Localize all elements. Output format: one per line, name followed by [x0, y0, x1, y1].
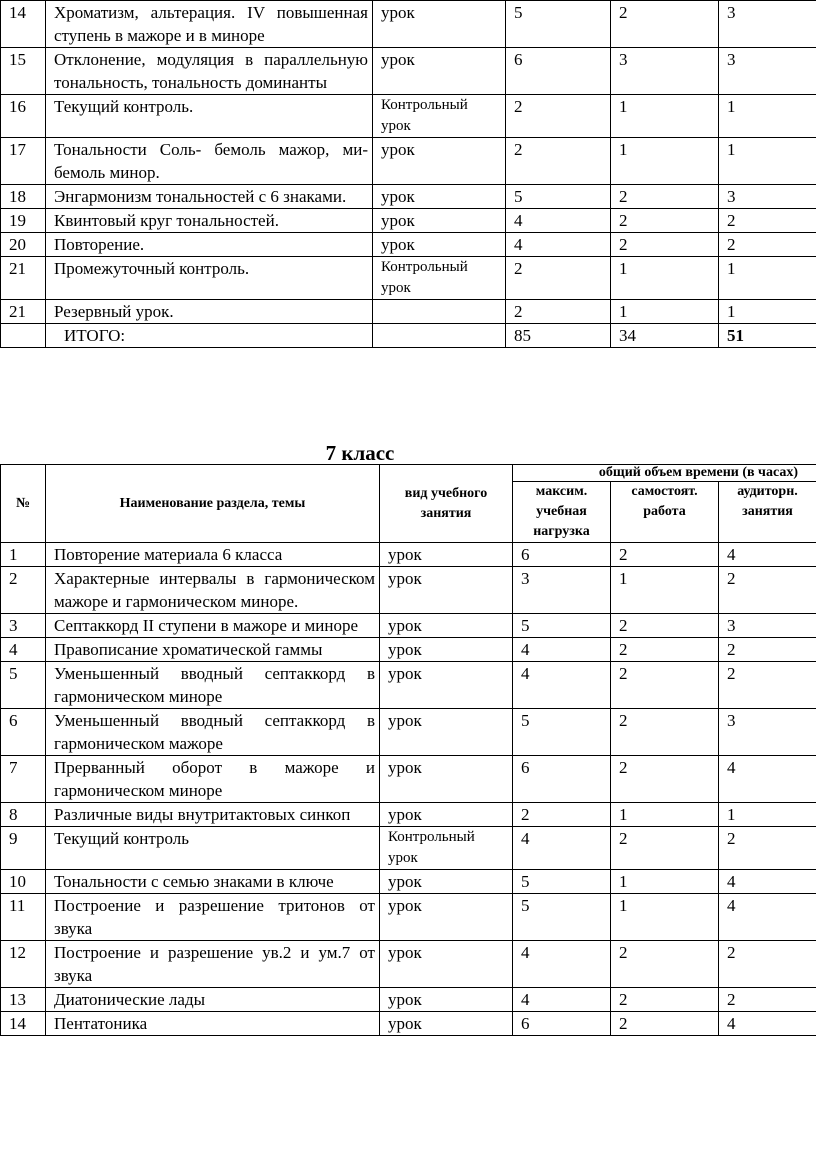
topic-name: Диатонические лады [46, 988, 380, 1012]
max-load: 5 [513, 709, 611, 756]
classroom-hours: 3 [719, 709, 816, 756]
table-row [1, 209, 816, 233]
classroom-hours: 2 [719, 827, 816, 870]
self-work: 1 [611, 95, 719, 138]
row-number: 3 [1, 614, 46, 638]
lesson-type: урок [380, 543, 513, 567]
max-load: 6 [513, 756, 611, 803]
total-classroom-hours: 51 [719, 324, 816, 348]
lesson-type: урок [380, 638, 513, 662]
total-label: ИТОГО: [46, 324, 373, 348]
table-row [1, 233, 816, 257]
lesson-type: урок [380, 614, 513, 638]
table-row [1, 300, 816, 324]
self-work: 2 [611, 709, 719, 756]
row-number [1, 324, 46, 348]
header-self-work: самостоят. работа [611, 482, 719, 543]
lesson-type: урок [380, 1012, 513, 1036]
self-work: 1 [611, 138, 719, 185]
lesson-type: урок [380, 709, 513, 756]
max-load: 6 [513, 543, 611, 567]
lesson-type: урок [373, 1, 506, 48]
topic-name: Повторение. [46, 233, 373, 257]
row-number: 12 [1, 941, 46, 988]
table-row [1, 941, 816, 988]
row-number: 21 [1, 300, 46, 324]
topic-name: Уменьшенный вводный септаккорд в гармоническом мажоре [46, 709, 380, 756]
self-work: 2 [611, 233, 719, 257]
lesson-type: урок [380, 567, 513, 614]
self-work: 2 [611, 827, 719, 870]
classroom-hours: 3 [719, 48, 816, 95]
topic-name: Уменьшенный вводный септаккорд в гармоническом миноре [46, 662, 380, 709]
classroom-hours: 1 [719, 257, 816, 300]
lesson-type: урок [373, 209, 506, 233]
topic-name: Тональности с семью знаками в ключе [46, 870, 380, 894]
row-number: 16 [1, 95, 46, 138]
table-row [1, 870, 816, 894]
classroom-hours: 3 [719, 614, 816, 638]
classroom-hours: 3 [719, 185, 816, 209]
self-work: 2 [611, 614, 719, 638]
row-number: 9 [1, 827, 46, 870]
table-row [1, 662, 816, 709]
self-work: 2 [611, 941, 719, 988]
max-load: 2 [506, 300, 611, 324]
table-row [1, 709, 816, 756]
classroom-hours: 2 [719, 988, 816, 1012]
max-load: 3 [513, 567, 611, 614]
max-load: 4 [513, 988, 611, 1012]
curriculum-table-grade-7 [0, 464, 816, 1036]
topic-name: Пентатоника [46, 1012, 380, 1036]
self-work: 2 [611, 638, 719, 662]
classroom-hours: 4 [719, 1012, 816, 1036]
table-row [1, 95, 816, 138]
lesson-type [373, 300, 506, 324]
row-number: 1 [1, 543, 46, 567]
max-load: 4 [513, 941, 611, 988]
table-row [1, 988, 816, 1012]
topic-name: Квинтовый круг тональностей. [46, 209, 373, 233]
self-work: 3 [611, 48, 719, 95]
topic-name: Тональности Соль- бемоль мажор, ми- бемоль минор. [46, 138, 373, 185]
self-work: 1 [611, 894, 719, 941]
row-number: 14 [1, 1, 46, 48]
self-work: 1 [611, 803, 719, 827]
self-work: 2 [611, 662, 719, 709]
self-work: 1 [611, 300, 719, 324]
self-work: 1 [611, 257, 719, 300]
row-number: 14 [1, 1012, 46, 1036]
max-load: 2 [513, 803, 611, 827]
table-row [1, 138, 816, 185]
self-work: 2 [611, 1, 719, 48]
max-load: 5 [513, 614, 611, 638]
classroom-hours: 2 [719, 209, 816, 233]
topic-name: Текущий контроль [46, 827, 380, 870]
topic-name: Повторение материала 6 класса [46, 543, 380, 567]
header-time-volume: общий объем времени (в часах) [513, 465, 816, 482]
table-row [1, 48, 816, 95]
table-row [1, 756, 816, 803]
lesson-type: урок [373, 48, 506, 95]
header-lesson-type: вид учебного занятия [380, 465, 513, 543]
lesson-type: урок [373, 233, 506, 257]
header-row [1, 465, 816, 482]
total-row [1, 324, 816, 348]
curriculum-table-previous [0, 0, 816, 348]
row-number: 17 [1, 138, 46, 185]
classroom-hours: 2 [719, 567, 816, 614]
max-load: 4 [506, 209, 611, 233]
header-topic: Наименование раздела, темы [46, 465, 380, 543]
topic-name: Построение и разрешение тритонов от звука [46, 894, 380, 941]
table-row [1, 894, 816, 941]
section-title: 7 класс [325, 441, 395, 465]
max-load: 4 [513, 662, 611, 709]
header-number: № [1, 465, 46, 543]
lesson-type: урок [380, 662, 513, 709]
classroom-hours: 4 [719, 894, 816, 941]
lesson-type: Контрольный урок [373, 257, 506, 300]
classroom-hours: 4 [719, 870, 816, 894]
max-load: 5 [513, 894, 611, 941]
lesson-type: урок [380, 941, 513, 988]
table-row [1, 1, 816, 48]
table-row [1, 827, 816, 870]
topic-name: Различные виды внутритактовых синкоп [46, 803, 380, 827]
classroom-hours: 4 [719, 543, 816, 567]
classroom-hours: 3 [719, 1, 816, 48]
classroom-hours: 2 [719, 638, 816, 662]
lesson-type: урок [380, 803, 513, 827]
row-number: 15 [1, 48, 46, 95]
lesson-type: урок [373, 185, 506, 209]
classroom-hours: 2 [719, 662, 816, 709]
classroom-hours: 2 [719, 233, 816, 257]
lesson-type: урок [380, 894, 513, 941]
total-max-load: 85 [506, 324, 611, 348]
self-work: 1 [611, 567, 719, 614]
row-number: 10 [1, 870, 46, 894]
max-load: 6 [513, 1012, 611, 1036]
topic-name: Характерные интервалы в гармоническом мажоре и гармоническом миноре. [46, 567, 380, 614]
row-number: 19 [1, 209, 46, 233]
max-load: 2 [506, 95, 611, 138]
self-work: 2 [611, 756, 719, 803]
table-row [1, 1012, 816, 1036]
table-row [1, 638, 816, 662]
topic-name: Хроматизм, альтерация. IV повышенная ступень в мажоре и в миноре [46, 1, 373, 48]
max-load: 2 [506, 138, 611, 185]
classroom-hours: 1 [719, 300, 816, 324]
topic-name: Промежуточный контроль. [46, 257, 373, 300]
row-number: 21 [1, 257, 46, 300]
max-load: 5 [506, 185, 611, 209]
classroom-hours: 4 [719, 756, 816, 803]
classroom-hours: 1 [719, 95, 816, 138]
row-number: 4 [1, 638, 46, 662]
max-load: 4 [506, 233, 611, 257]
lesson-type: урок [380, 988, 513, 1012]
row-number: 6 [1, 709, 46, 756]
lesson-type: Контрольный урок [380, 827, 513, 870]
table-row [1, 803, 816, 827]
table-row [1, 567, 816, 614]
topic-name: Энгармонизм тональностей с 6 знаками. [46, 185, 373, 209]
topic-name: Правописание хроматической гаммы [46, 638, 380, 662]
topic-name: Прерванный оборот в мажоре и гармоническом миноре [46, 756, 380, 803]
topic-name: Септаккорд II ступени в мажоре и миноре [46, 614, 380, 638]
total-self-work: 34 [611, 324, 719, 348]
row-number: 11 [1, 894, 46, 941]
header-max-load: максим. учебная нагрузка [513, 482, 611, 543]
topic-name: Текущий контроль. [46, 95, 373, 138]
row-number: 8 [1, 803, 46, 827]
table-row [1, 185, 816, 209]
max-load: 2 [506, 257, 611, 300]
classroom-hours: 1 [719, 138, 816, 185]
max-load: 6 [506, 48, 611, 95]
self-work: 2 [611, 209, 719, 233]
lesson-type: урок [373, 138, 506, 185]
lesson-type: Контрольный урок [373, 95, 506, 138]
row-number: 20 [1, 233, 46, 257]
classroom-hours: 2 [719, 941, 816, 988]
row-number: 13 [1, 988, 46, 1012]
topic-name: Отклонение, модуляция в параллельную тональность, тональность доминанты [46, 48, 373, 95]
row-number: 18 [1, 185, 46, 209]
row-number: 5 [1, 662, 46, 709]
max-load: 4 [513, 638, 611, 662]
header-classroom-hours: аудиторн. занятия [719, 482, 816, 543]
self-work: 2 [611, 988, 719, 1012]
topic-name: Резервный урок. [46, 300, 373, 324]
self-work: 2 [611, 543, 719, 567]
lesson-type: урок [380, 756, 513, 803]
topic-name: Построение и разрешение ув.2 и ум.7 от звука [46, 941, 380, 988]
table-row [1, 543, 816, 567]
max-load: 5 [513, 870, 611, 894]
row-number: 2 [1, 567, 46, 614]
table-row [1, 257, 816, 300]
classroom-hours: 1 [719, 803, 816, 827]
table-row [1, 614, 816, 638]
row-number: 7 [1, 756, 46, 803]
lesson-type [373, 324, 506, 348]
self-work: 2 [611, 185, 719, 209]
self-work: 1 [611, 870, 719, 894]
max-load: 4 [513, 827, 611, 870]
lesson-type: урок [380, 870, 513, 894]
self-work: 2 [611, 1012, 719, 1036]
max-load: 5 [506, 1, 611, 48]
